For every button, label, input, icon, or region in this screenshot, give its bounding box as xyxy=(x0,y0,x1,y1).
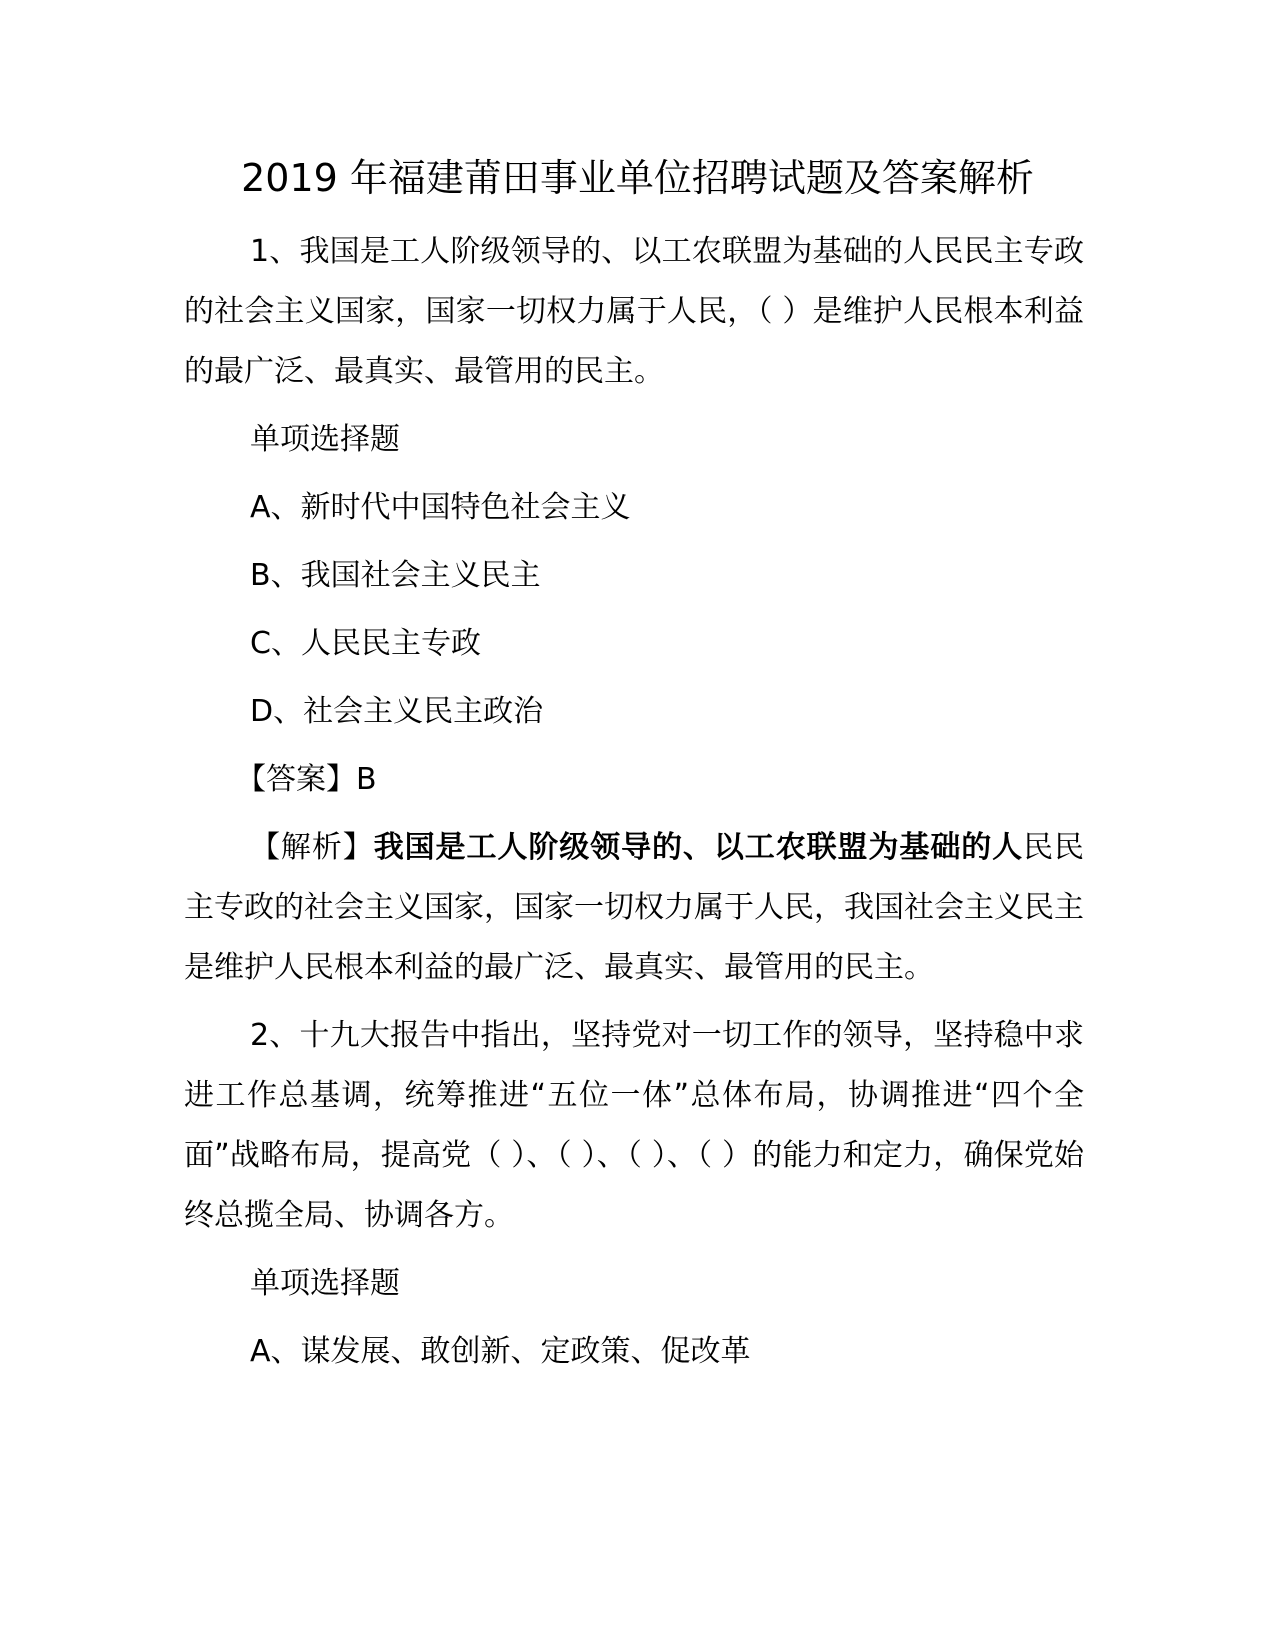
question-1-answer: 【答案】B xyxy=(236,762,377,797)
question-2-stem: 2、十九大报告中指出，坚持党对一切工作的领导，坚持稳中求进工作总基调，统筹推进“五位一体”总体布局，协调推进“四个全面”战略布局，提高党（ ）、（ ）、（ ）、（ ）的能力和定力，确保党始终总揽全局、协调各方。 xyxy=(184,1018,1084,1233)
analysis-label: 【解析】 xyxy=(250,830,374,865)
analysis-bold-text: 我国是工人阶级领导的、以工农联盟为基础的人 xyxy=(373,830,1024,865)
question-1-stem: 1、我国是工人阶级领导的、以工农联盟为基础的人民民主专政的社会主义国家，国家一切权力属于人民，（ ）是维护人民根本利益的最广泛、最真实、最管用的民主。 xyxy=(184,234,1084,389)
question-2-option-a: A、谋发展、敢创新、定政策、促改革 xyxy=(250,1334,751,1369)
question-1-analysis xyxy=(184,818,1084,998)
page-title: 2019 年福建莆田事业单位招聘试题及答案解析 xyxy=(241,156,1034,200)
question-1-option-d: D、社会主义民主政治 xyxy=(250,694,544,729)
question-1-option-a: A、新时代中国特色社会主义 xyxy=(250,490,631,525)
question-1-option-b: B、我国社会主义民主 xyxy=(250,558,541,593)
question-2-type: 单项选择题 xyxy=(250,1266,400,1301)
document-body xyxy=(184,222,1084,1390)
question-1-type: 单项选择题 xyxy=(250,422,400,457)
analysis-text: 民民主专政的社会主义国家，国家一切权力属于人民，我国社会主义民主是维护人民根本利益的最广泛、最真实、最管用的民主。 xyxy=(184,830,1085,985)
question-1-option-c: C、人民民主专政 xyxy=(250,626,481,661)
